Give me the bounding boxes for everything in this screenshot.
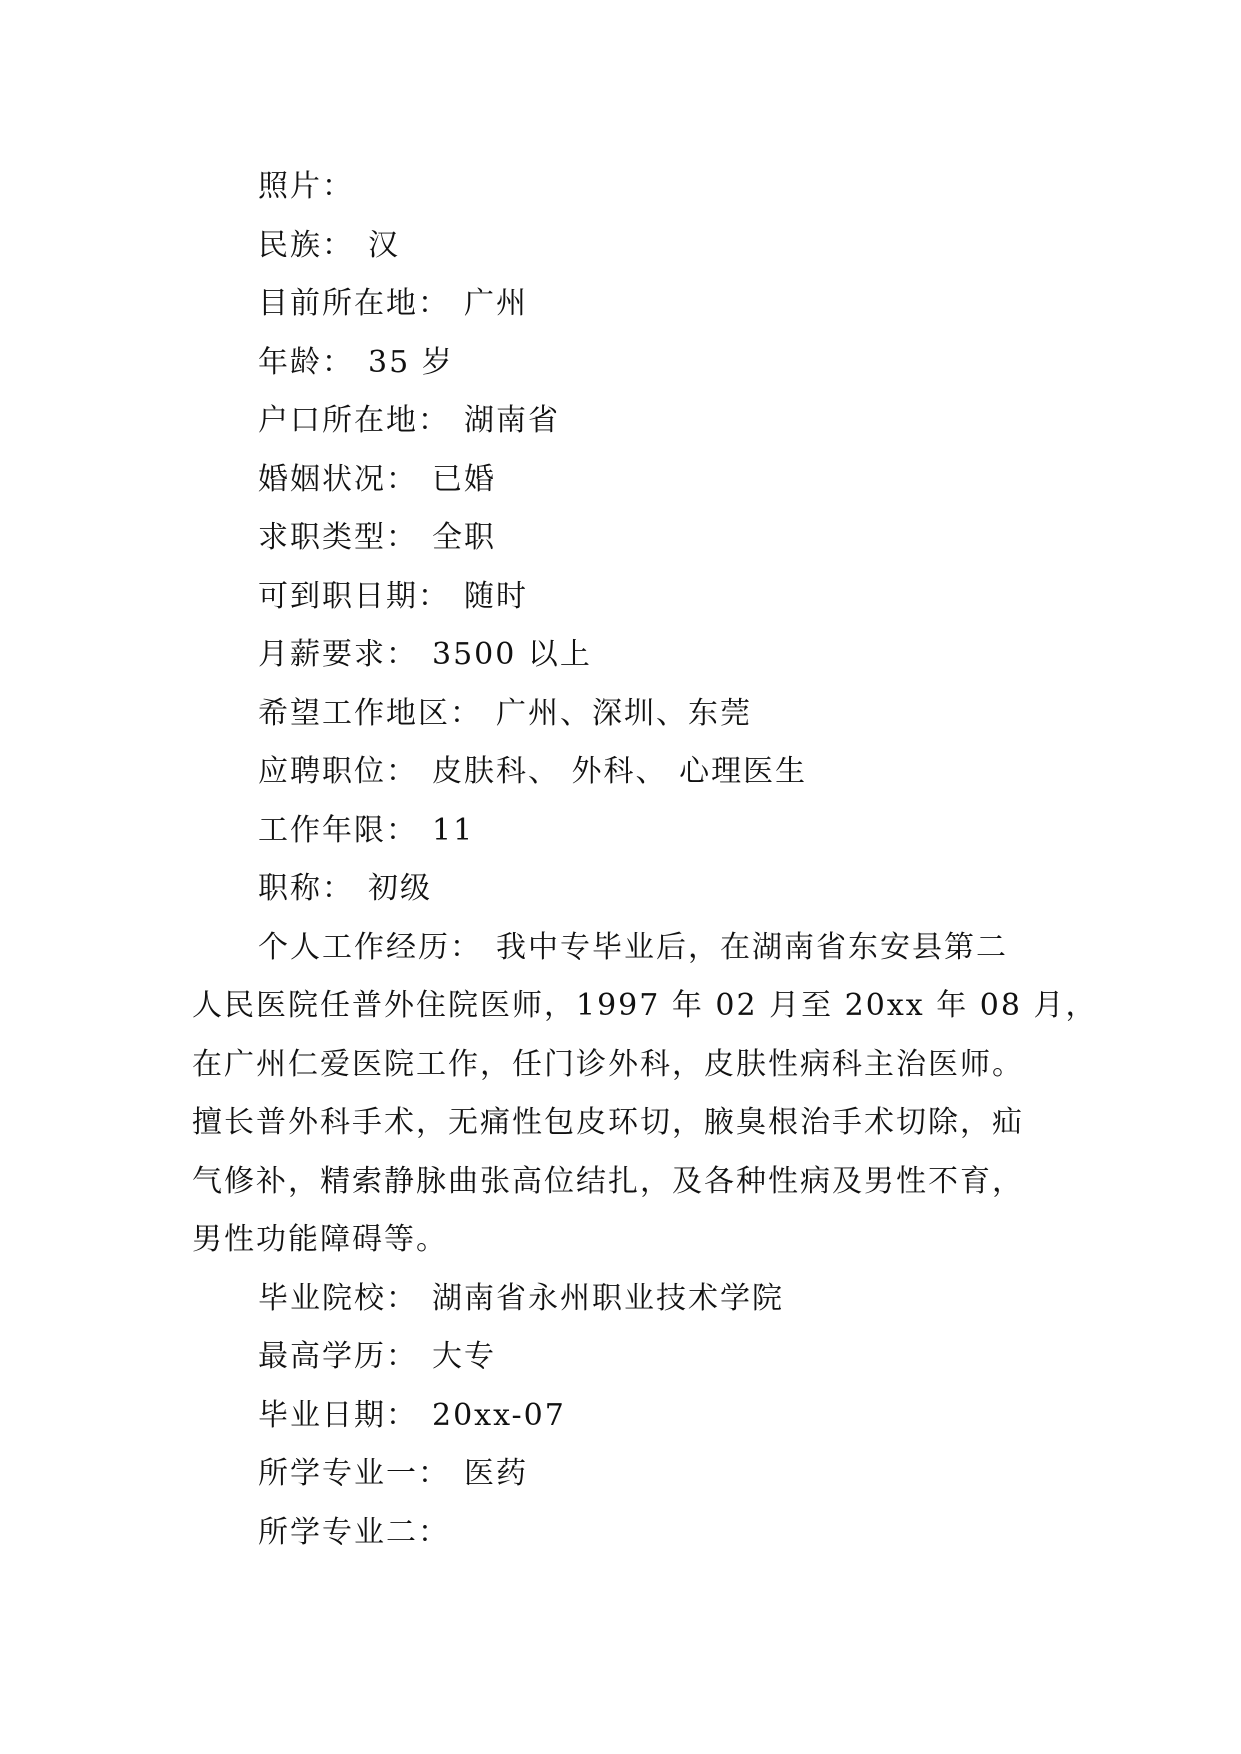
field-value: 汉 <box>368 227 400 263</box>
field-label: 可到职日期： <box>258 578 450 614</box>
field-value: 湖南省永州职业技术学院 <box>432 1280 784 1316</box>
field-label: 月薪要求： <box>258 637 418 672</box>
info-row <box>192 509 1082 568</box>
info-row <box>192 568 1082 627</box>
info-row <box>192 743 1082 802</box>
work-history-text: 我中专毕业后，在湖南省东安县第二 <box>496 929 1008 965</box>
info-row <box>192 626 1082 685</box>
field-label: 目前所在地： <box>258 286 450 321</box>
field-value: 广州 <box>464 286 528 321</box>
education-row <box>192 1504 1082 1563</box>
field-label: 所学专业二： <box>258 1514 450 1550</box>
work-history-label: 个人工作经历： <box>258 929 482 965</box>
field-label: 求职类型： <box>258 520 418 555</box>
field-label: 婚姻状况： <box>258 461 418 497</box>
info-row <box>192 334 1082 393</box>
field-label: 户口所在地： <box>258 403 450 438</box>
field-label: 工作年限： <box>258 812 418 848</box>
info-row <box>192 860 1082 919</box>
work-history-section <box>192 919 1098 1270</box>
work-history-first-line <box>192 919 1082 978</box>
field-value: 湖南省 <box>464 403 560 438</box>
field-label: 照片： <box>258 169 354 204</box>
field-value: 皮肤科、 外科、 心理医生 <box>432 754 808 789</box>
work-history-line: 在广州仁爱医院工作，任门诊外科，皮肤性病科主治医师。 <box>192 1046 1024 1082</box>
education-row <box>192 1445 1082 1504</box>
field-value: 随时 <box>464 578 528 614</box>
education-section <box>192 1270 1082 1563</box>
field-label: 毕业日期： <box>258 1397 418 1433</box>
education-row <box>192 1270 1082 1329</box>
resume-content <box>192 158 1098 1562</box>
work-history-line: 气修补，精索静脉曲张高位结扎，及各种性病及男性不育， <box>192 1163 1024 1199</box>
field-label: 年龄： <box>258 344 354 380</box>
field-label: 最高学历： <box>258 1339 418 1374</box>
field-label: 职称： <box>258 871 354 906</box>
education-row <box>192 1328 1082 1387</box>
personal-info-section <box>192 158 1082 919</box>
work-history-line: 男性功能障碍等。 <box>192 1222 448 1257</box>
field-value: 35 岁 <box>368 344 454 380</box>
field-value: 3500 以上 <box>432 637 592 672</box>
education-row <box>192 1387 1082 1446</box>
field-label: 毕业院校： <box>258 1280 418 1316</box>
field-value: 医药 <box>464 1456 528 1491</box>
info-row <box>192 392 1082 451</box>
work-history-line: 擅长普外科手术，无痛性包皮环切，腋臭根治手术切除，疝 <box>192 1105 1024 1140</box>
info-row <box>192 451 1082 510</box>
info-row <box>192 158 1082 217</box>
field-label: 希望工作地区： <box>258 695 482 731</box>
info-row <box>192 685 1082 744</box>
field-value: 11 <box>432 812 475 848</box>
field-value: 广州、深圳、东莞 <box>496 695 752 731</box>
field-label: 民族： <box>258 227 354 263</box>
field-value: 全职 <box>432 520 496 555</box>
field-value: 20xx-07 <box>432 1397 566 1433</box>
info-row <box>192 275 1082 334</box>
field-value: 已婚 <box>432 461 496 497</box>
field-label: 应聘职位： <box>258 754 418 789</box>
field-value: 大专 <box>432 1339 496 1374</box>
info-row <box>192 802 1082 861</box>
field-label: 所学专业一： <box>258 1456 450 1491</box>
info-row <box>192 217 1082 276</box>
field-value: 初级 <box>368 871 432 906</box>
work-history-line: 人民医院任普外住院医师，1997 年 02 月至 20xx 年 08 月， <box>192 988 1098 1023</box>
